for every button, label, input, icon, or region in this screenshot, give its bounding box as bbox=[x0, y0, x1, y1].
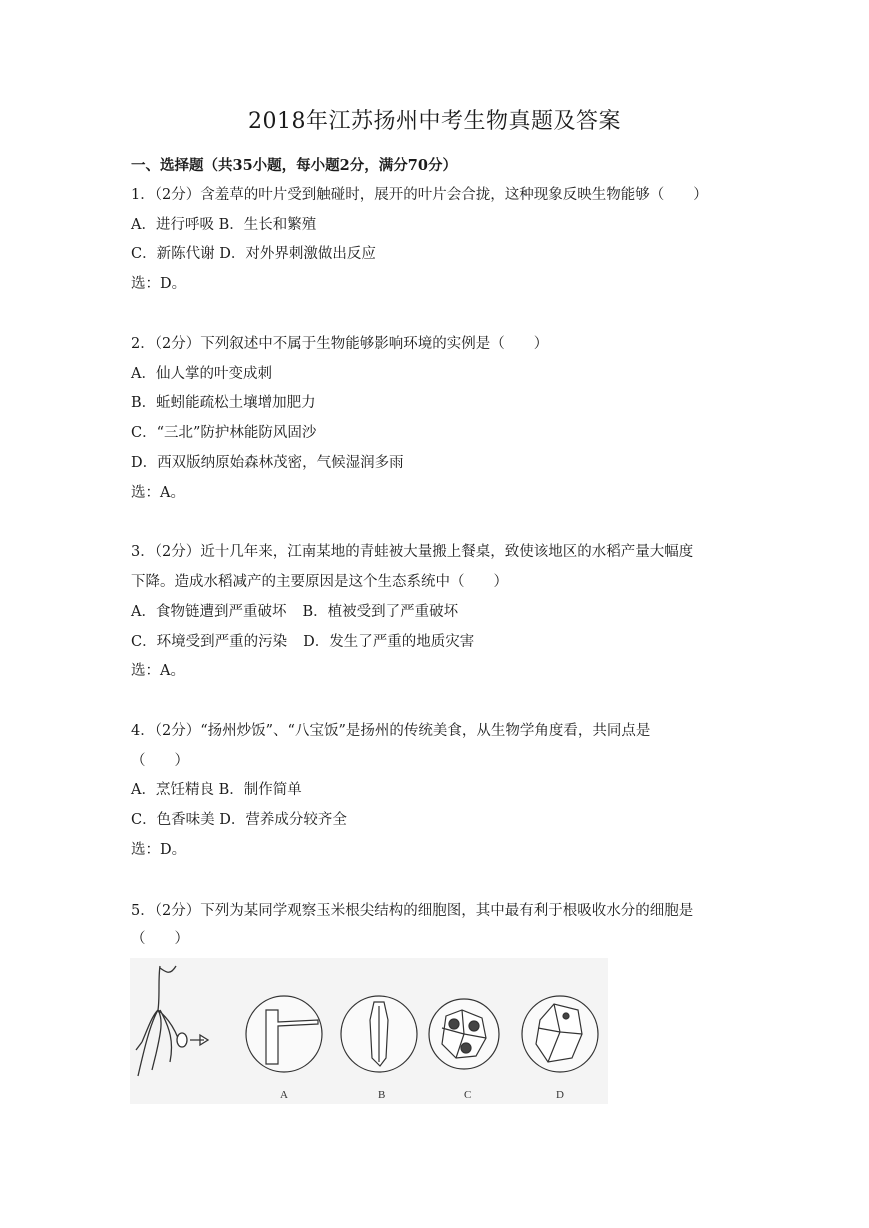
question-1-options-row-1: A．进行呼吸 B．生长和繁殖 bbox=[131, 217, 317, 233]
question-1-answer: 选：D。 bbox=[131, 276, 187, 292]
question-3-options-row-1 bbox=[131, 602, 458, 622]
figure-label-b: B bbox=[378, 1089, 386, 1101]
question-3-option-b: B．植被受到了严重破坏 bbox=[302, 604, 459, 620]
question-3-answer: 选：A。 bbox=[131, 663, 185, 679]
question-2-option-c: C．“三北”防护林能防风固沙 bbox=[131, 425, 317, 441]
question-4-stem-line-2: （ ） bbox=[131, 753, 189, 769]
question-4-stem-line-1: 4．（2分）“扬州炒饭”、“八宝饭”是扬州的传统美食，从生物学角度看，共同点是 bbox=[131, 723, 651, 739]
question-2-option-d: D．西双版纳原始森林茂密，气候湿润多雨 bbox=[131, 455, 404, 471]
question-3-stem-line-1: 3．（2分）近十几年来，江南某地的青蛙被大量搬上餐桌，致使该地区的水稻产量大幅度 bbox=[131, 544, 694, 560]
question-5-stem-line-2: （ ） bbox=[131, 931, 189, 947]
root-tip-cells-figure bbox=[130, 958, 608, 1104]
question-2-option-a: A．仙人掌的叶变成刺 bbox=[131, 366, 272, 382]
question-5-stem-line-1: 5．（2分）下列为某同学观察玉米根尖结构的细胞图，其中最有利于根吸收水分的细胞是 bbox=[131, 903, 694, 919]
page-title: 2018年江苏扬州中考生物真题及答案 bbox=[248, 109, 621, 134]
cell-d-diagram bbox=[522, 996, 598, 1072]
figure-label-d: D bbox=[556, 1089, 564, 1101]
question-3-option-a: A．食物链遭到严重破坏 bbox=[131, 604, 287, 620]
question-2-option-b: B．蚯蚓能疏松土壤增加肥力 bbox=[131, 395, 316, 411]
question-4-answer: 选：D。 bbox=[131, 842, 187, 858]
question-2-answer: 选：A。 bbox=[131, 485, 185, 501]
question-3-option-d: D．发生了严重的地质灾害 bbox=[303, 634, 475, 650]
question-1-stem: 1．（2分）含羞草的叶片受到触碰时，展开的叶片会合拢，这种现象反映生物能够（ ） bbox=[131, 187, 708, 203]
cell-b-diagram bbox=[341, 996, 417, 1072]
question-3-option-c: C．环境受到严重的污染 bbox=[131, 634, 288, 650]
cell-c-diagram bbox=[429, 999, 499, 1069]
section-heading: 一、选择题（共35小题，每小题2分，满分70分） bbox=[131, 157, 457, 174]
cell-a-diagram bbox=[246, 996, 322, 1072]
question-3-options-row-2 bbox=[131, 632, 474, 652]
figure-label-a: A bbox=[280, 1089, 288, 1101]
question-3-stem-line-2: 下降。造成水稻减产的主要原因是这个生态系统中（ ） bbox=[131, 574, 508, 590]
question-1-options-row-2: C．新陈代谢 D．对外界刺激做出反应 bbox=[131, 246, 376, 262]
question-2-stem: 2．（2分）下列叙述中不属于生物能够影响环境的实例是（ ） bbox=[131, 336, 549, 352]
question-4-options-row-2: C．色香味美 D．营养成分较齐全 bbox=[131, 812, 347, 828]
figure-label-c: C bbox=[464, 1089, 472, 1101]
question-4-options-row-1: A．烹饪精良 B．制作简单 bbox=[131, 782, 302, 798]
